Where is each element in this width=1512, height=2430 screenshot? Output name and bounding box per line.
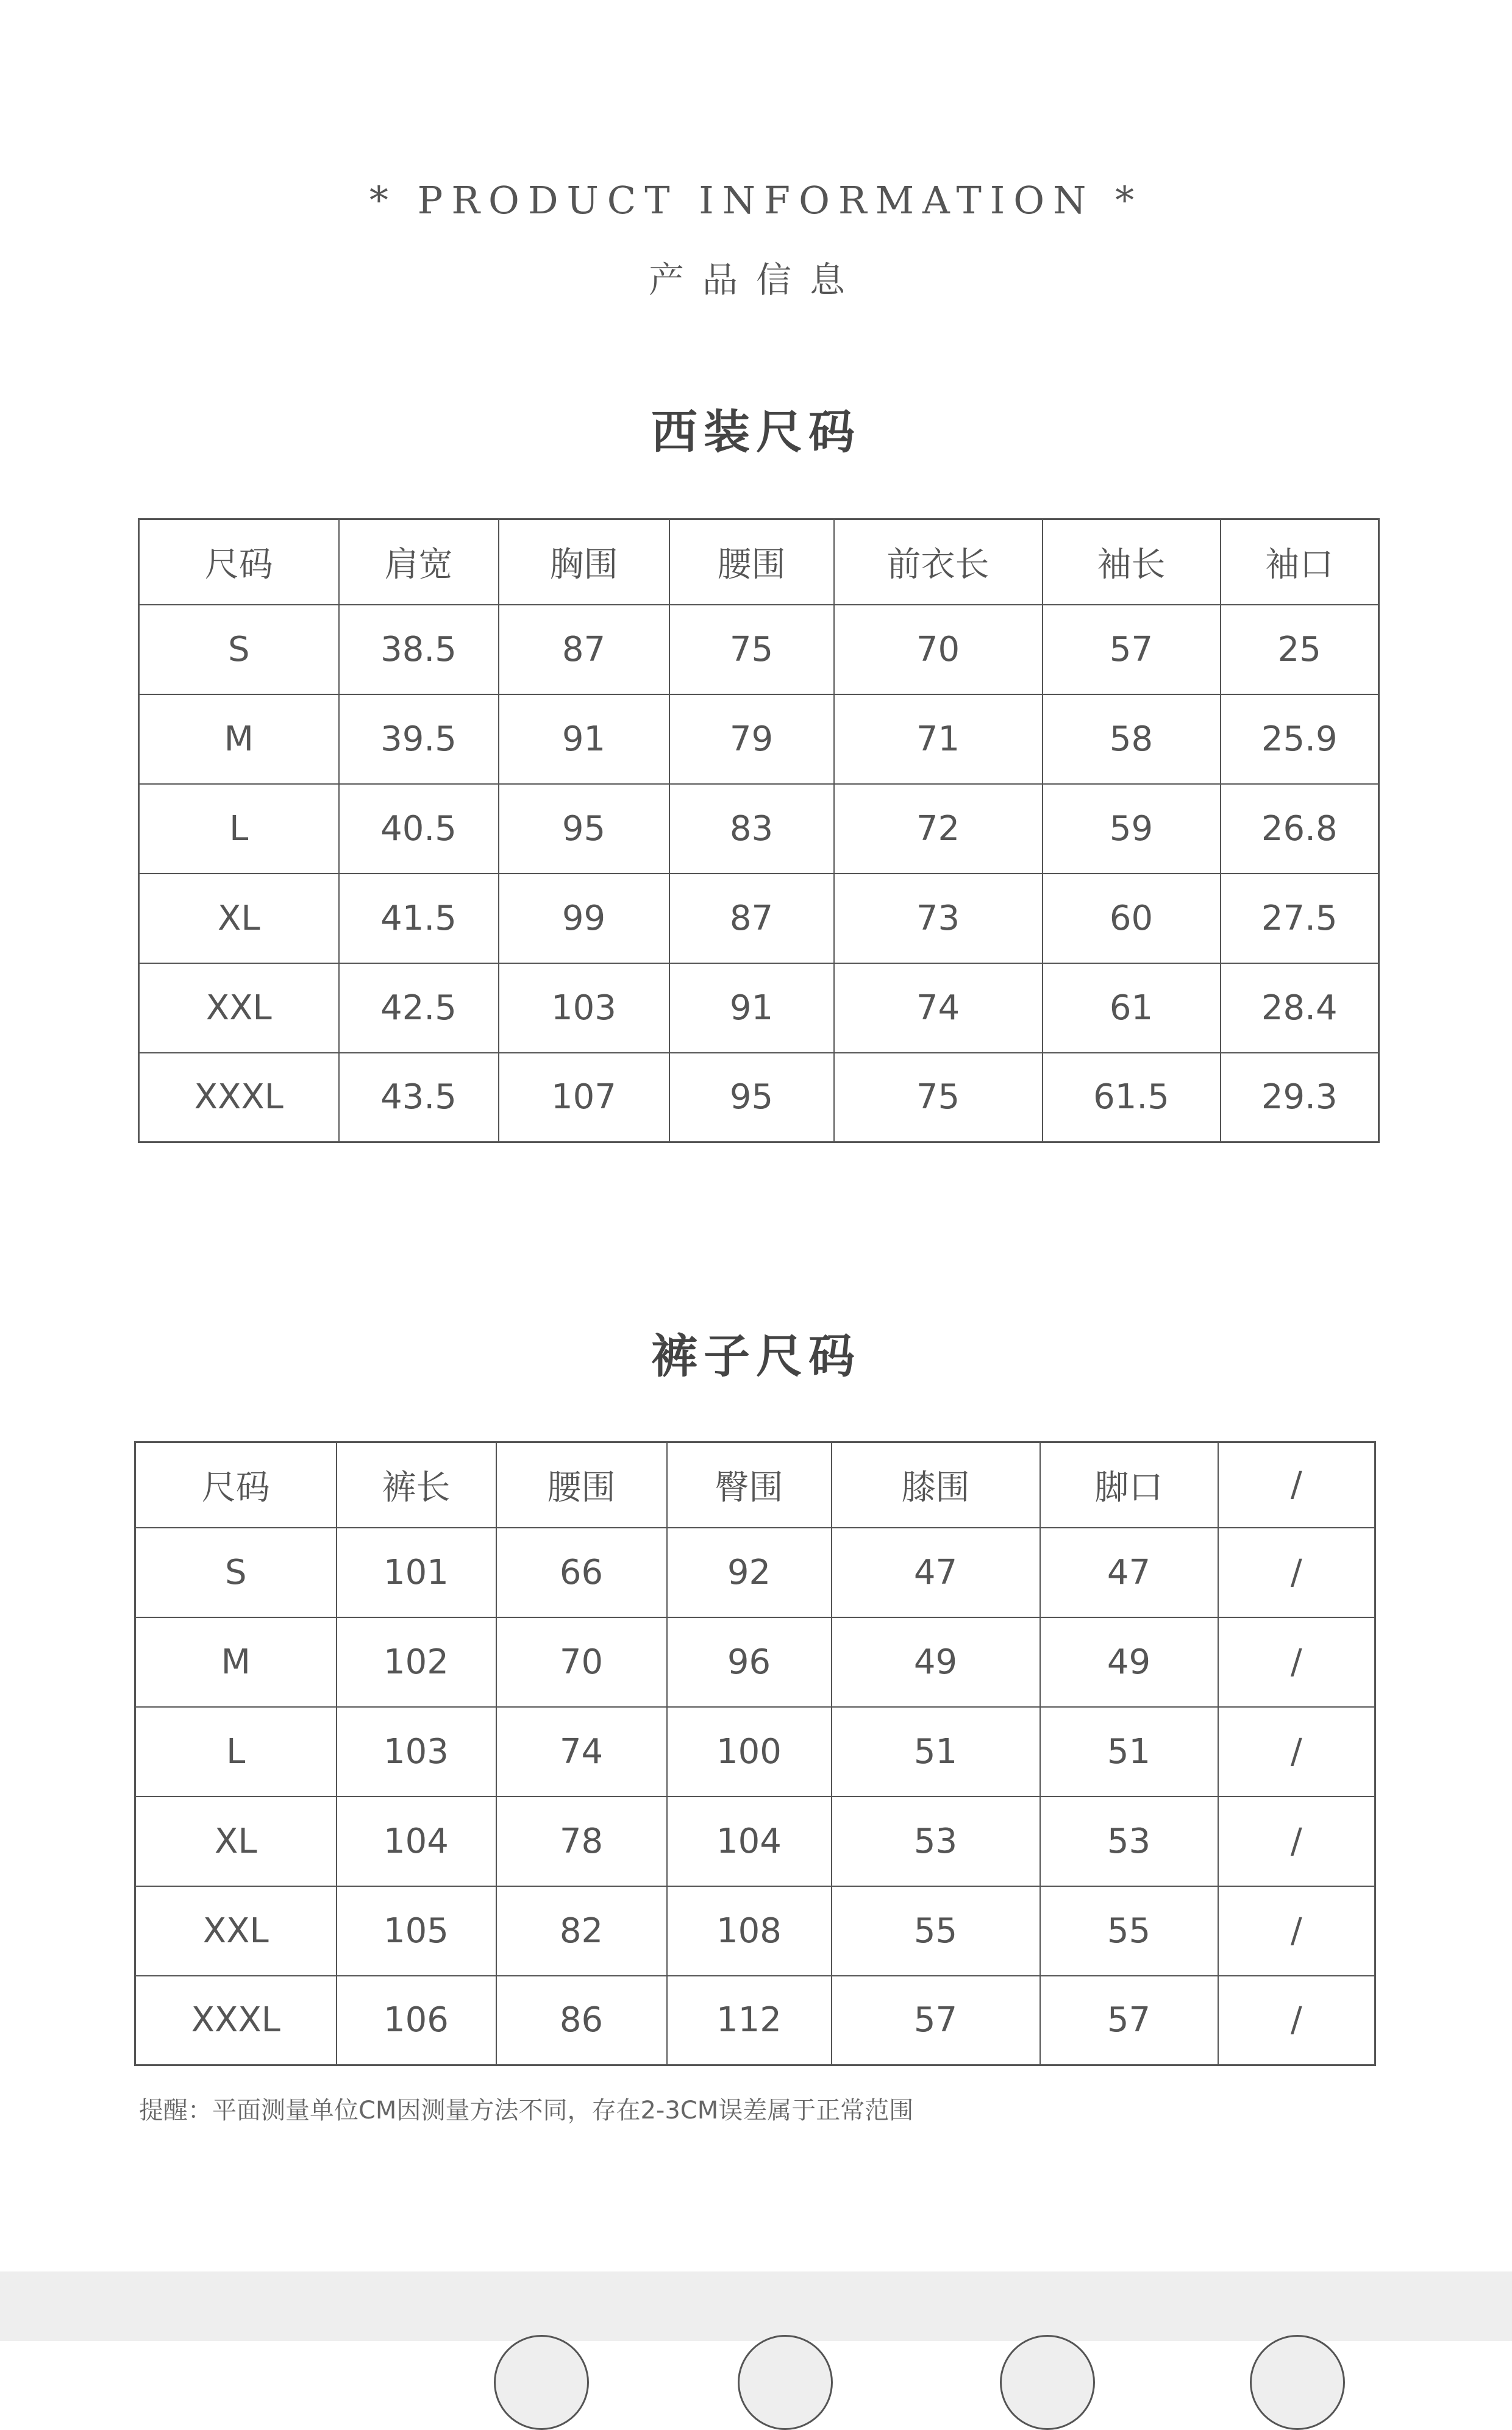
measurement-cell: 25.9 xyxy=(1221,694,1379,784)
size-label-cell: S xyxy=(139,605,339,694)
measurement-cell: 86 xyxy=(496,1976,667,2065)
measurement-cell: 103 xyxy=(499,963,669,1053)
measurement-cell: / xyxy=(1218,1797,1375,1886)
measurement-cell: 104 xyxy=(337,1797,496,1886)
suit-section-title: 西装尺码 xyxy=(651,405,861,459)
measurement-cell: 58 xyxy=(1043,694,1221,784)
header-cell: 脚口 xyxy=(1040,1442,1218,1528)
measurement-cell: 57 xyxy=(1043,605,1221,694)
size-label-cell: XL xyxy=(139,874,339,963)
measurement-cell: 73 xyxy=(834,874,1043,963)
measurement-cell: 105 xyxy=(337,1886,496,1976)
measurement-cell: 42.5 xyxy=(339,963,499,1053)
measurement-cell: 92 xyxy=(667,1528,832,1617)
table-row xyxy=(139,1053,1379,1142)
measurement-cell: 55 xyxy=(832,1886,1040,1976)
measurement-cell: 107 xyxy=(499,1053,669,1142)
measurement-cell: 70 xyxy=(496,1617,667,1707)
measurement-cell: / xyxy=(1218,1976,1375,2065)
header-cell: 膝围 xyxy=(832,1442,1040,1528)
measurement-cell: 75 xyxy=(669,605,834,694)
table-row xyxy=(139,784,1379,874)
table-row xyxy=(135,1528,1375,1617)
table-row xyxy=(139,963,1379,1053)
header-cell: 前衣长 xyxy=(834,519,1043,605)
measurement-cell: 87 xyxy=(499,605,669,694)
measurement-cell: 39.5 xyxy=(339,694,499,784)
header-cell: 肩宽 xyxy=(339,519,499,605)
bottom-banner xyxy=(0,2271,1512,2341)
header-cell: 胸围 xyxy=(499,519,669,605)
header-cell: 腰围 xyxy=(669,519,834,605)
table-header-row xyxy=(135,1442,1375,1528)
circle-decoration xyxy=(1250,2335,1345,2430)
measurement-cell: 29.3 xyxy=(1221,1053,1379,1142)
measurement-cell: 82 xyxy=(496,1886,667,1976)
header-cell: 裤长 xyxy=(337,1442,496,1528)
pants-size-table xyxy=(134,1441,1376,2066)
measurement-cell: 103 xyxy=(337,1707,496,1797)
measurement-note: 提醒：平面测量单位CM因测量方法不同，存在2-3CM误差属于正常范围 xyxy=(139,2097,914,2125)
measurement-cell: 26.8 xyxy=(1221,784,1379,874)
measurement-cell: 91 xyxy=(499,694,669,784)
size-label-cell: XXXL xyxy=(139,1053,339,1142)
measurement-cell: 53 xyxy=(1040,1797,1218,1886)
measurement-cell: 78 xyxy=(496,1797,667,1886)
measurement-cell: / xyxy=(1218,1707,1375,1797)
measurement-cell: 41.5 xyxy=(339,874,499,963)
size-label-cell: XXL xyxy=(135,1886,337,1976)
circle-decoration xyxy=(1000,2335,1095,2430)
table-row xyxy=(135,1617,1375,1707)
measurement-cell: 47 xyxy=(1040,1528,1218,1617)
measurement-cell: 61.5 xyxy=(1043,1053,1221,1142)
measurement-cell: 79 xyxy=(669,694,834,784)
header-title-en: * PRODUCT INFORMATION * xyxy=(369,178,1143,223)
measurement-cell: 60 xyxy=(1043,874,1221,963)
measurement-cell: 83 xyxy=(669,784,834,874)
size-label-cell: XXXL xyxy=(135,1976,337,2065)
table-row xyxy=(135,1797,1375,1886)
measurement-cell: 27.5 xyxy=(1221,874,1379,963)
measurement-cell: 47 xyxy=(832,1528,1040,1617)
measurement-cell: 53 xyxy=(832,1797,1040,1886)
circle-decoration xyxy=(494,2335,589,2430)
measurement-cell: 28.4 xyxy=(1221,963,1379,1053)
measurement-cell: 49 xyxy=(1040,1617,1218,1707)
measurement-cell: 49 xyxy=(832,1617,1040,1707)
measurement-cell: 75 xyxy=(834,1053,1043,1142)
measurement-cell: 106 xyxy=(337,1976,496,2065)
measurement-cell: 57 xyxy=(1040,1976,1218,2065)
measurement-cell: 102 xyxy=(337,1617,496,1707)
measurement-cell: 104 xyxy=(667,1797,832,1886)
table-row xyxy=(139,605,1379,694)
measurement-cell: 95 xyxy=(499,784,669,874)
measurement-cell: 61 xyxy=(1043,963,1221,1053)
measurement-cell: 40.5 xyxy=(339,784,499,874)
header-cell: 袖口 xyxy=(1221,519,1379,605)
suit-size-table xyxy=(138,518,1380,1143)
table-row xyxy=(135,1707,1375,1797)
size-label-cell: L xyxy=(139,784,339,874)
measurement-cell: 95 xyxy=(669,1053,834,1142)
header-title-cn: 产品信息 xyxy=(648,259,863,301)
measurement-cell: 72 xyxy=(834,784,1043,874)
measurement-cell: / xyxy=(1218,1886,1375,1976)
measurement-cell: 74 xyxy=(496,1707,667,1797)
pants-section-title: 裤子尺码 xyxy=(651,1329,861,1383)
header-cell: 臀围 xyxy=(667,1442,832,1528)
circle-decoration xyxy=(738,2335,833,2430)
measurement-cell: 101 xyxy=(337,1528,496,1617)
header-cell: 尺码 xyxy=(135,1442,337,1528)
measurement-cell: 51 xyxy=(1040,1707,1218,1797)
header-cell: 腰围 xyxy=(496,1442,667,1528)
measurement-cell: 108 xyxy=(667,1886,832,1976)
header-cell: / xyxy=(1218,1442,1375,1528)
header-cell: 尺码 xyxy=(139,519,339,605)
measurement-cell: 87 xyxy=(669,874,834,963)
size-label-cell: M xyxy=(135,1617,337,1707)
measurement-cell: 96 xyxy=(667,1617,832,1707)
measurement-cell: 71 xyxy=(834,694,1043,784)
size-label-cell: XL xyxy=(135,1797,337,1886)
measurement-cell: 57 xyxy=(832,1976,1040,2065)
measurement-cell: 25 xyxy=(1221,605,1379,694)
measurement-cell: 43.5 xyxy=(339,1053,499,1142)
measurement-cell: 66 xyxy=(496,1528,667,1617)
table-row xyxy=(139,874,1379,963)
measurement-cell: / xyxy=(1218,1528,1375,1617)
measurement-cell: 38.5 xyxy=(339,605,499,694)
table-row xyxy=(135,1976,1375,2065)
measurement-cell: 70 xyxy=(834,605,1043,694)
size-label-cell: XXL xyxy=(139,963,339,1053)
table-row xyxy=(135,1886,1375,1976)
measurement-cell: 112 xyxy=(667,1976,832,2065)
measurement-cell: 74 xyxy=(834,963,1043,1053)
measurement-cell: 59 xyxy=(1043,784,1221,874)
measurement-cell: 51 xyxy=(832,1707,1040,1797)
header-cell: 袖长 xyxy=(1043,519,1221,605)
measurement-cell: 91 xyxy=(669,963,834,1053)
measurement-cell: / xyxy=(1218,1617,1375,1707)
measurement-cell: 100 xyxy=(667,1707,832,1797)
size-label-cell: L xyxy=(135,1707,337,1797)
measurement-cell: 55 xyxy=(1040,1886,1218,1976)
size-label-cell: M xyxy=(139,694,339,784)
table-row xyxy=(139,694,1379,784)
size-label-cell: S xyxy=(135,1528,337,1617)
measurement-cell: 99 xyxy=(499,874,669,963)
table-header-row xyxy=(139,519,1379,605)
